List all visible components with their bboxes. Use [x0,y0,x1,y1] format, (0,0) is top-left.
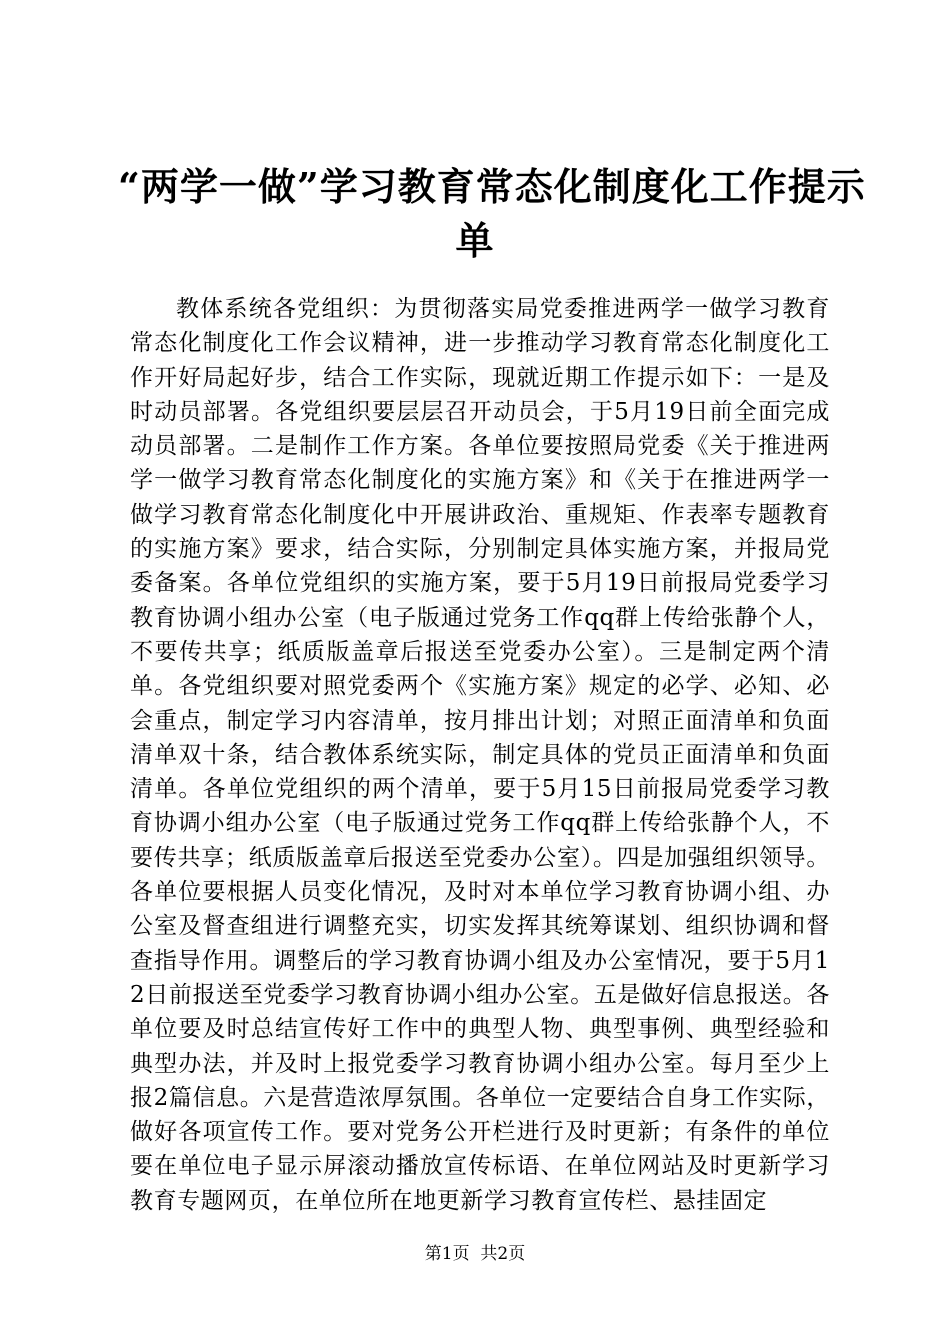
page-footer: 第1页 共2页 [424,1244,526,1264]
title-line-1: “两学一做”学习教育常态化制度化工作提示 [118,164,866,209]
title-line-2: 单 [455,218,495,263]
document-title [118,160,866,268]
body-paragraph: 教体系统各党组织：为贯彻落实局党委推进两学一做学习教育常态化制度化工作会议精神，进一步推动学习教育常态化制度化工作开好局起好步，结合工作实际，现就近期工作提示如下：一是及时动员部署。各党组织要层层召开动员会，于5月19日前全面完成动员部署。二是制作工作方案。各单位要按照局党委《关于推进两学一做学习教育常态化制度化的实施方案》和《关于在推进两学一做学习教育常态化制度化中开展讲政治、重规矩、作表率专题教育的实施方案》要求，结合实际，分别制定具体实施方案，并报局党委备案。各单位党组织的实施方案，要于5月19日前报局党委学习教育协调小组办公室（电子版通过党务工作qq群上传给张静个人，不要传共享；纸质版盖章后报送至党委办公室）。三是制定两个清单。各党组织要对照党委两个《实施方案》规定的必学、必知、必会重点，制定学习内容清单，按月排出计划；对照正面清单和负面清单双十条，结合教体系统实际，制定具体的党员正面清单和负面清单。各单位党组织的两个清单，要于5月15日前报局党委学习教育协调小组办公室（电子版通过党务工作qq群上传给张静个人，不要传共享；纸质版盖章后报送至党委办公室）。四是加强组织领导。各单位要根据人员变化情况，及时对本单位学习教育协调小组、办公室及督查组进行调整充实，切实发挥其统筹谋划、组织协调和督查指导作用。调整后的学习教育协调小组及办公室情况，要于5月12日前报送至党委学习教育协调小组办公室。五是做好信息报送。各单位要及时总结宣传好工作中的典型人物、典型事例、典型经验和典型办法，并及时上报党委学习教育协调小组办公室。每月至少上报2篇信息。六是营造浓厚氛围。各单位一定要结合自身工作实际，做好各项宣传工作。要对党务公开栏进行及时更新；有条件的单位要在单位电子显示屏滚动播放宣传标语、在单位网站及时更新学习教育专题网页，在单位所在地更新学习教育宣传栏、悬挂固定 [130,296,830,1214]
